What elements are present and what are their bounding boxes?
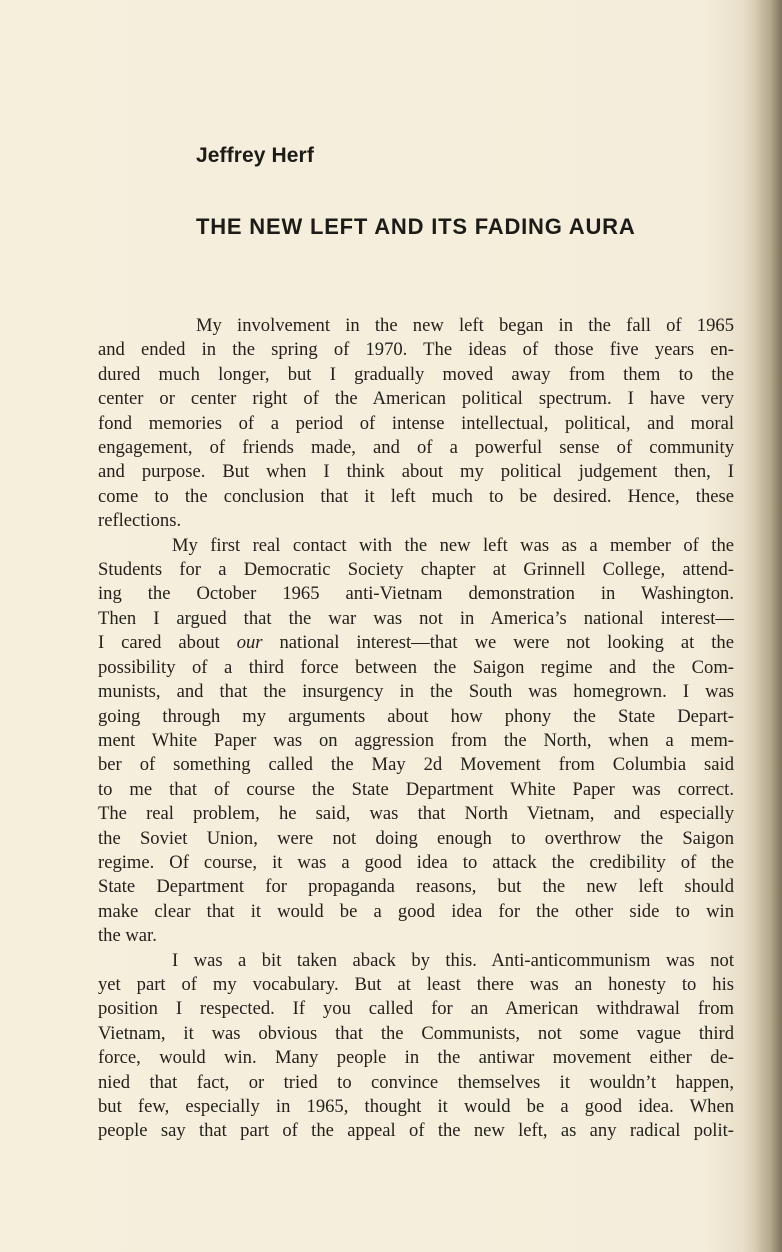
text-line: but few, especially in 1965, thought it would be a good idea. When <box>98 1096 734 1117</box>
text-line: Then I argued that the war was not in America’s national interest— <box>98 607 734 629</box>
text-line: come to the conclusion that it left much to be desired. Hence, these <box>98 485 734 507</box>
chapter-title: THE NEW LEFT AND ITS FADING AURA <box>196 214 636 239</box>
text-line: and ended in the spring of 1970. The ideas of those five years en- <box>98 339 734 361</box>
text-line: ber of something called the May 2d Movement from Columbia said <box>98 754 734 776</box>
emphasis-text: our <box>236 632 263 654</box>
text-line: force, would win. Many people in the antiwar movement either de- <box>98 1047 734 1069</box>
text-line: regime. Of course, it was a good idea to attack the credibility of the <box>98 851 734 873</box>
text-line: munists, and that the insurgency in the South was homegrown. I was <box>98 681 734 703</box>
text-line: ing the October 1965 anti-Vietnam demonstration in Washington. <box>98 583 734 605</box>
text-line: Students for a Democratic Society chapter at Grinnell College, attend- <box>98 559 734 581</box>
paragraph <box>98 314 734 534</box>
text-line: going through my arguments about how phony the State Depart- <box>98 705 734 727</box>
text-line: My involvement in the new left began in the fall of 1965 <box>196 315 734 336</box>
text-line: fond memories of a period of intense intellectual, political, and moral <box>98 412 734 434</box>
text-line: make clear that it would be a good idea for the other side to win <box>98 900 734 922</box>
text-line: center or center right of the American political spectrum. I have very <box>98 388 734 410</box>
text-line: ment White Paper was on aggression from the North, when a mem- <box>98 729 734 751</box>
text-line: yet part of my vocabulary. But at least there was an honesty to his <box>98 973 734 995</box>
text-line: the Soviet Union, were not doing enough to overthrow the Saigon <box>98 827 734 849</box>
text-line: position I respected. If you called for an American withdrawal from <box>98 998 734 1020</box>
chapter-author: Jeffrey Herf <box>196 144 314 167</box>
chapter-body <box>98 314 734 1144</box>
text-line: and purpose. But when I think about my political judgement then, I <box>98 461 734 483</box>
text-line: My first real contact with the new left was as a member of the <box>172 534 734 556</box>
text-line: dured much longer, but I gradually moved away from them to the <box>98 363 734 385</box>
text-line: State Department for propaganda reasons, but the new left should <box>98 876 734 898</box>
text-line: the war. <box>98 925 157 947</box>
text-line: to me that of course the State Department White Paper was correct. <box>98 778 734 800</box>
paragraph <box>98 534 734 949</box>
text-line: engagement, of friends made, and of a powerful sense of community <box>98 437 734 459</box>
paragraph <box>98 949 734 1144</box>
text-line: The real problem, he said, was that North Vietnam, and especially <box>98 803 734 825</box>
text-line: I was a bit taken aback by this. Anti-anticommunism was not <box>172 949 734 971</box>
text-line: reflections. <box>98 510 182 532</box>
page-edge-shadow <box>756 0 782 1252</box>
text-line: I cared about our national interest—that we were not looking at the <box>98 632 734 654</box>
text-line: nied that fact, or tried to convince themselves it wouldn’t happen, <box>98 1071 734 1093</box>
text-line: people say that part of the appeal of the new left, as any radical polit- <box>98 1120 734 1142</box>
text-line: possibility of a third force between the Saigon regime and the Com- <box>98 656 734 678</box>
text-line: Vietnam, it was obvious that the Communists, not some vague third <box>98 1022 734 1044</box>
